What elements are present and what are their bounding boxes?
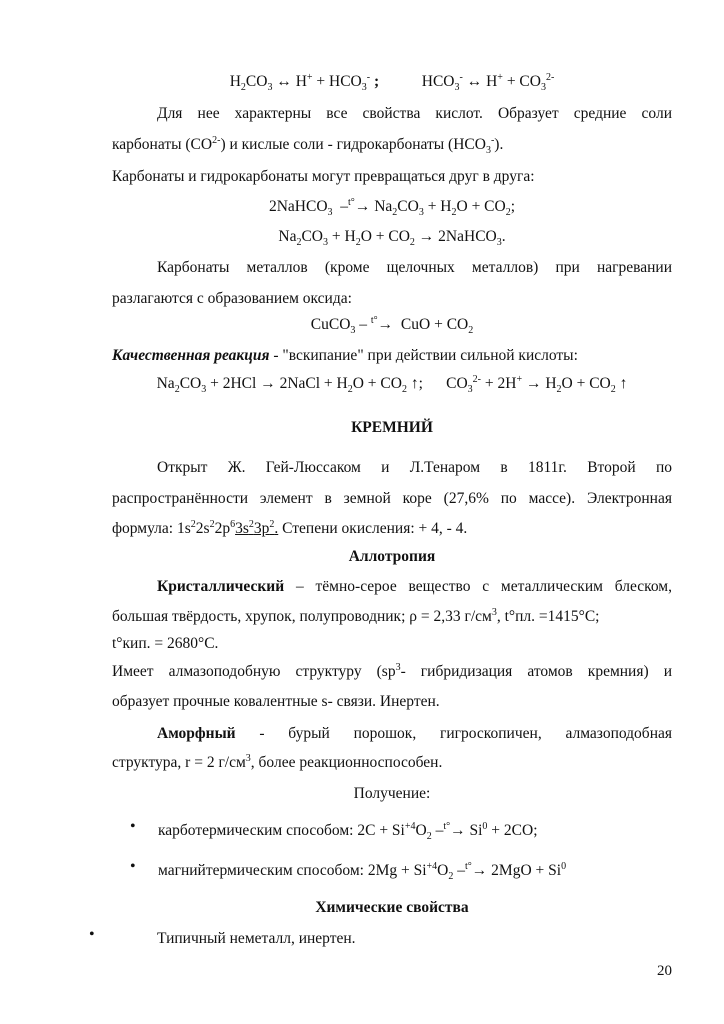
chemical-properties-heading: Химические свойства	[315, 899, 469, 916]
bullet-icon: •	[89, 926, 95, 943]
metal-carbonates-line-2: разлагаются с образованием оксида:	[112, 290, 352, 307]
crystalline-line-3: t°кип. = 2680°С.	[112, 635, 219, 652]
bullet-icon: •	[130, 818, 136, 835]
crystalline-line-5: образует прочные ковалентные s- связи. Инертен.	[112, 693, 440, 710]
crystalline-line-4: Имеет алмазоподобную структуру ($sp^3-$ гибридизация атомов кремния) и	[112, 661, 672, 680]
carbonates-interconversion-text: Карбонаты и гидрокарбонаты могут превращаться друг в друга:	[112, 168, 535, 185]
amorphous-line-2: структура, r = 2 $г/см^3$, более реакционноспособен.	[112, 752, 443, 771]
amorphous-label: Аморфный	[157, 725, 236, 742]
discovery-line-2: распространённости элемент в земной коре (27,6% по массе). Электронная	[112, 490, 672, 507]
qualitative-reaction-label: Качественная реакция	[112, 347, 270, 364]
acid-properties-line-1: Для нее характерны все свойства кислот. Образует средние соли	[157, 105, 672, 122]
bullet-icon: •	[130, 858, 136, 875]
crystalline-line-2: большая твёрдость, хрупок, полупроводник; ρ = 2,33 $г/см^3$, t°пл. =1415°С;	[112, 606, 600, 625]
typical-nonmetal-item: Типичный неметалл, инертен.	[157, 930, 356, 947]
electron-formula-line: формула: $1s^22s^22p^63s^23p^2$. Степени окисления: + 4, - 4.	[112, 518, 468, 537]
acid-properties-line-2: карбонаты $(CO^{2-})$ и кислые соли - гидрокарбонаты $(HCO_3^-)$.	[112, 134, 504, 157]
amorphous-line-1: Аморфный - бурый порошок, гигроскопичен, алмазоподобная	[157, 725, 672, 742]
obtaining-heading: Получение:	[353, 785, 431, 802]
allotropy-heading: Аллотропия	[348, 548, 436, 565]
crystalline-line-1: Кристаллический – тёмно-серое вещество с металлическим блеском,	[157, 578, 672, 595]
metal-carbonates-line-1: Карбонаты металлов (кроме щелочных металлов) при нагревании	[157, 259, 672, 276]
section-title: КРЕМНИЙ	[351, 419, 433, 436]
magnesiothermal-method: магнийтермическим способом: $2Mg + Si^{+4}O_2$ $-^{t^\circ}\to 2MgO + Si^0$	[158, 860, 567, 883]
crystalline-label: Кристаллический	[157, 578, 285, 595]
carbonate-to-bicarbonate-equation: $Na_2CO_3 + H_2O + CO_2$ → 2NaHCO$_3$.	[278, 228, 506, 249]
carbothermal-method: карботермическим способом: $2C + Si^{+4}O_2$ $-^{t^\circ}\to Si^0 + 2CO$;	[158, 820, 538, 843]
discovery-line-1: Открыт Ж. Гей-Люссаком и Л.Тенаром в 1811г. Второй по	[157, 459, 672, 476]
copper-carbonate-equation: CuCO$_3$ – $^{t^\circ}$→ CuO + $CO_2$	[310, 314, 474, 337]
qualitative-reaction-line: Качественная реакция - "вскипание" при действии сильной кислоты:	[112, 347, 578, 364]
bicarbonate-decomposition-equation: 2NaHCO$_3$ $-^{t^\circ}\to Na_2CO_3 + H_2O + CO_2$;	[268, 196, 516, 219]
qualitative-reaction-equations: $Na_2CO_3 + 2HCl$ → 2NaCl + $H_2O + CO_2$ ↑; $CO_3^{2-} + 2H^+ \to H_2O + CO_2$ ↑	[156, 373, 628, 396]
page-number: 20	[657, 963, 672, 979]
carbonic-acid-dissociation-equation: $H_2CO_3$ ↔ $H^+ + HCO_3^-$ ; $HCO_3^-$ ↔ $H^+ + CO_3^{2-}$	[229, 71, 555, 94]
